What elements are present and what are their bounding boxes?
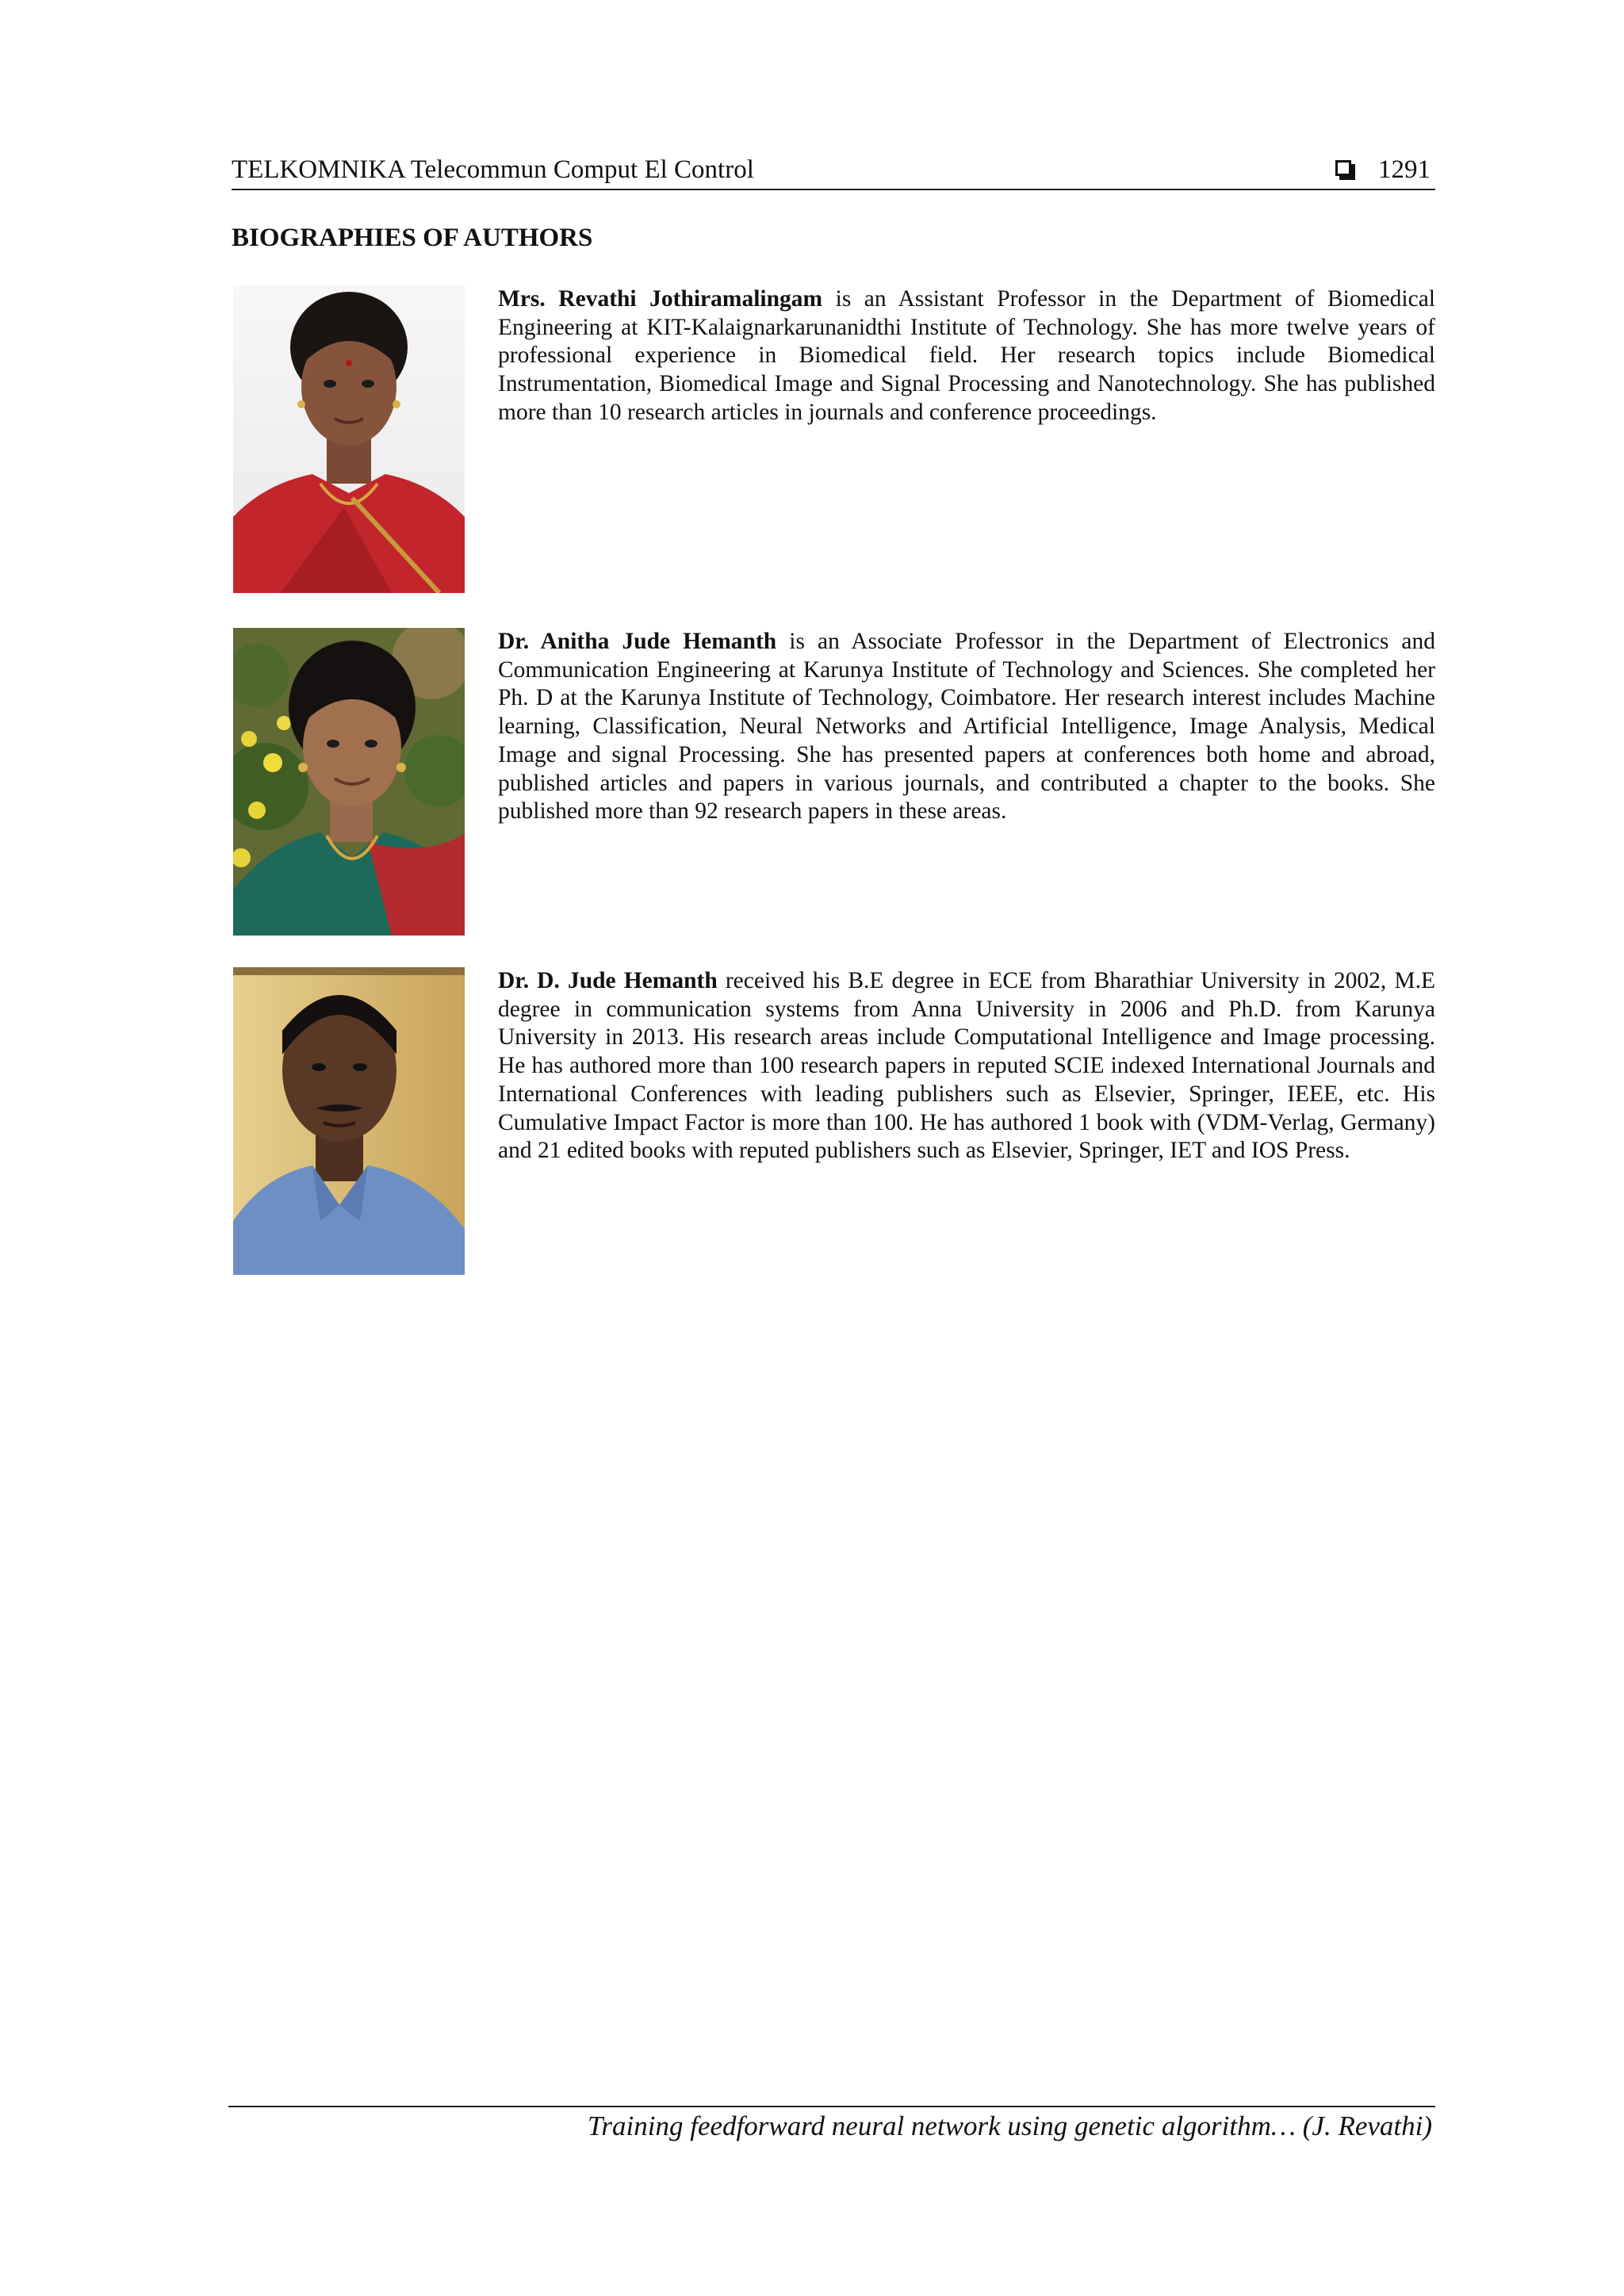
- author-portrait-1-image: [233, 285, 465, 593]
- running-footer-title: Training feedforward neural network using genetic algorithm… (J. Revathi): [587, 2110, 1432, 2141]
- author-description-1: is an Assistant Professor in the Department of Biomedical Engineering at KIT-Kalaignarkarunanidthi Institute of Technology. She has more twelve years of professional experience in Biomedical field. Her research topics include Biomedical Instrumentation, Biomedical Image and Signal Processing and Nanotechnology. She has published more than 10 research articles in journals and conference proceedings.: [498, 286, 1435, 425]
- author-name-3: Dr. D. Jude Hemanth: [498, 968, 718, 993]
- page-number: 1291: [1378, 155, 1431, 184]
- running-header: [232, 152, 1435, 190]
- author-name-2: Dr. Anitha Jude Hemanth: [498, 629, 777, 654]
- section-title: BIOGRAPHIES OF AUTHORS: [232, 224, 593, 252]
- author-portrait-3-image: [233, 967, 465, 1275]
- author-bio-text-1: [498, 285, 1435, 427]
- author-photo-2: [233, 628, 465, 936]
- author-portrait-2-image: [233, 628, 465, 936]
- author-bio-text-2: [498, 628, 1435, 826]
- page-info: [1335, 154, 1431, 186]
- author-description-3: received his B.E degree in ECE from Bharathiar University in 2002, M.E degree in communication systems from Anna University in 2006 and Ph.D. from Karunya University in 2013. His research areas include Computational Intelligence and Image processing. He has authored more than 100 research papers in reputed SCIE indexed International Journals and International Conferences with leading publishers such as Elsevier, Springer, IEEE, etc. His Cumulative Impact Factor is more than 100. He has authored 1 book with (VDM-Verlag, Germany) and 21 edited books with reputed publishers such as Elsevier, Springer, IET and IOS Press.: [498, 968, 1436, 1164]
- author-photo-3: [233, 967, 465, 1275]
- author-description-2: is an Associate Professor in the Department of Electronics and Communication Engineering at Karunya Institute of Technology and Sciences. She completed her Ph. D at the Karunya Institute of Technology, Coimbatore. Her research interest includes Machine learning, Classification, Neural Networks and Artificial Intelligence, Image Analysis, Medical Image and signal Processing. She has presented papers at conferences both home and abroad, published articles and papers in various journals, and contributed a chapter to the books. She published more than 92 research papers in these areas.: [498, 629, 1436, 825]
- author-name-1: Mrs. Revathi Jothiramalingam: [498, 286, 823, 312]
- footer-rule: [228, 2106, 1435, 2107]
- square-shadow-icon: [1335, 160, 1351, 176]
- journal-name: TELKOMNIKA Telecommun Comput El Control: [232, 155, 754, 184]
- author-photo-1: [233, 285, 465, 593]
- author-bio-text-3: [498, 967, 1435, 1165]
